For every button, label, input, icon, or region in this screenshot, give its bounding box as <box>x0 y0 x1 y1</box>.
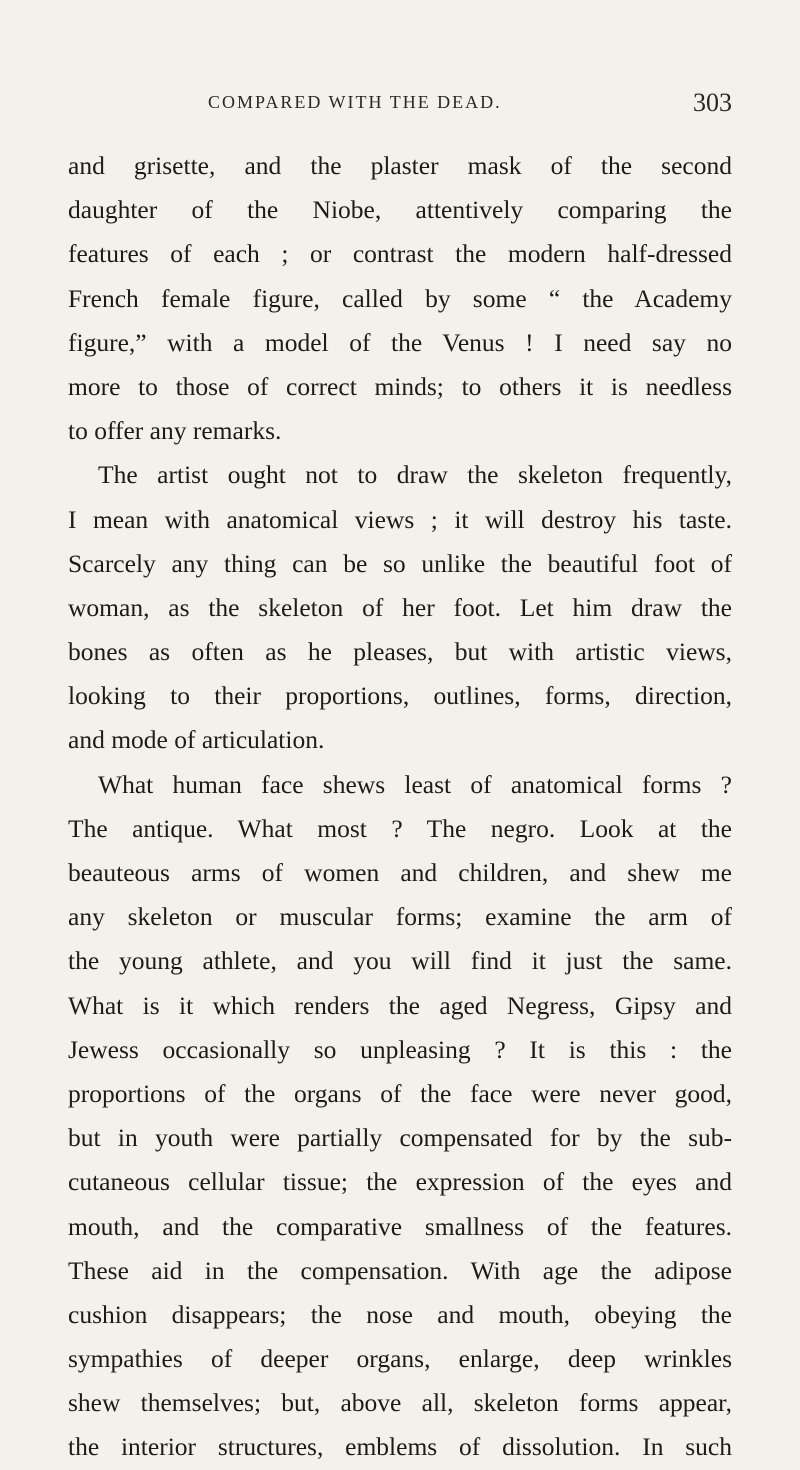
text-line: Jewess occasionally so unpleasing ? It is this : the <box>68 1034 732 1064</box>
text-line: and mode of articulation. <box>68 725 325 755</box>
text-line: Scarcely any thing can be so unlike the beautiful foot of <box>68 548 732 578</box>
body-text <box>68 144 732 1470</box>
text-line: more to those of correct minds; to others it is needless <box>68 371 732 401</box>
text-line: mouth, and the comparative smallness of the features. <box>68 1211 732 1241</box>
text-line: The artist ought not to draw the skeleton frequently, <box>98 460 732 490</box>
text-line: woman, as the skeleton of her foot. Let him draw the <box>68 592 732 622</box>
page-number: 303 <box>693 88 732 117</box>
text-line: What human face shews least of anatomical forms ? <box>98 769 732 799</box>
text-line: bones as often as he pleases, but with artistic views, <box>68 637 732 667</box>
text-line: figure,” with a model of the Venus ! I need say no <box>68 327 732 357</box>
text-line: What is it which renders the aged Negress, Gipsy and <box>68 990 732 1020</box>
text-line: cutaneous cellular tissue; the expression of the eyes and <box>68 1167 732 1197</box>
text-line: cushion disappears; the nose and mouth, obeying the <box>68 1299 732 1329</box>
text-line: the young athlete, and you will find it just the same. <box>68 946 732 976</box>
text-line: to offer any remarks. <box>68 416 282 446</box>
text-line: daughter of the Niobe, attentively comparing the <box>68 195 732 225</box>
text-line: features of each ; or contrast the modern half-dressed <box>68 239 732 269</box>
text-line: beauteous arms of women and children, and shew me <box>68 858 732 887</box>
running-head <box>68 88 732 118</box>
text-line: but in youth were partially compensated for by the sub- <box>68 1123 732 1153</box>
text-line: These aid in the compensation. With age the adipose <box>68 1255 732 1285</box>
text-line: I mean with anatomical views ; it will destroy his taste. <box>68 504 732 534</box>
text-line: proportions of the organs of the face were never good, <box>68 1078 732 1108</box>
text-line: sympathies of deeper organs, enlarge, deep wrinkles <box>68 1344 732 1374</box>
text-line: the interior structures, emblems of dissolution. In such <box>68 1432 732 1462</box>
text-line: looking to their proportions, outlines, forms, direction, <box>68 681 732 711</box>
text-line: any skeleton or muscular forms; examine the arm of <box>68 902 732 932</box>
text-line: French female figure, called by some “ the Academy <box>68 283 732 313</box>
text-line: and grisette, and the plaster mask of the second <box>68 151 732 180</box>
text-line: shew themselves; but, above all, skeleton forms appear, <box>68 1388 732 1418</box>
running-title: COMPARED WITH THE DEAD. <box>208 92 502 112</box>
text-line: The antique. What most ? The negro. Look at the <box>68 813 732 843</box>
